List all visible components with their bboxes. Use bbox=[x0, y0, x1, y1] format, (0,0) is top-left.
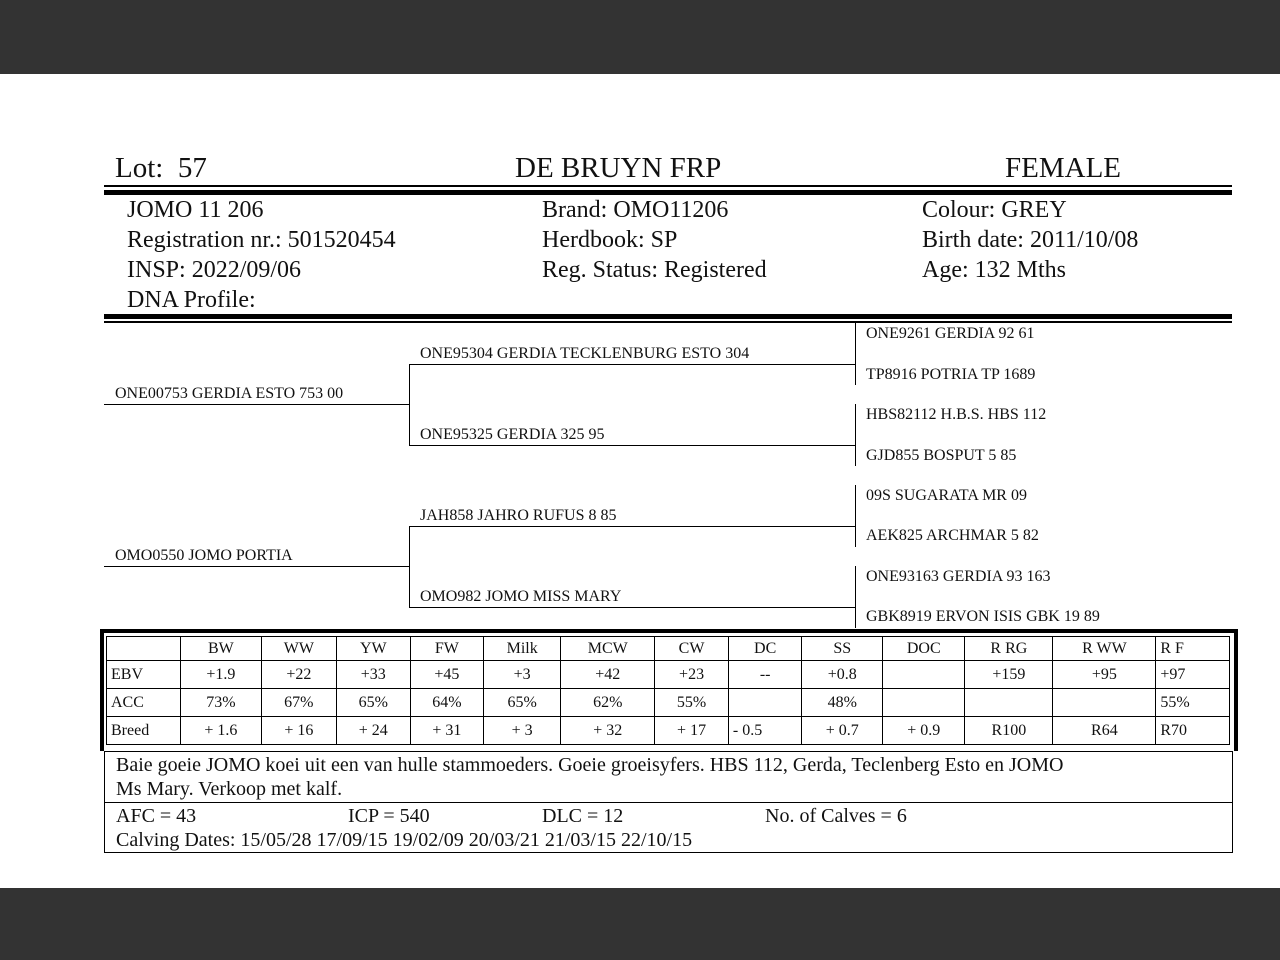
pedigree-sire-dam: ONE95325 GERDIA 325 95 bbox=[420, 426, 605, 443]
calving-box bbox=[104, 802, 1233, 853]
registration-status: Reg. Status: Registered bbox=[542, 257, 767, 283]
ebv-cell: +23 bbox=[655, 661, 729, 689]
acc-cell: 55% bbox=[655, 689, 729, 717]
sire-sire-line bbox=[409, 364, 855, 365]
remarks-line-2: Ms Mary. Verkoop met kalf. bbox=[116, 778, 343, 800]
breed-row bbox=[107, 717, 1230, 745]
acc-cell: 48% bbox=[802, 689, 883, 717]
acc-cell bbox=[1053, 689, 1156, 717]
dna-profile: DNA Profile: bbox=[127, 287, 256, 313]
ebv-cell: +3 bbox=[484, 661, 561, 689]
ebv-cell: +22 bbox=[261, 661, 336, 689]
ebv-table bbox=[106, 636, 1230, 745]
inspection-date: INSP: 2022/09/06 bbox=[127, 257, 302, 283]
dam-bracket bbox=[409, 526, 410, 607]
afc-value: AFC = 43 bbox=[116, 805, 197, 827]
ebv-cell: +45 bbox=[410, 661, 484, 689]
colour: Colour: GREY bbox=[922, 197, 1067, 223]
info-rule-thick bbox=[104, 314, 1232, 319]
header-rule-thick bbox=[104, 190, 1232, 195]
ebv-header-cell: R WW bbox=[1053, 637, 1156, 661]
number-of-calves: No. of Calves = 6 bbox=[765, 805, 907, 827]
ebv-cell: +33 bbox=[336, 661, 410, 689]
acc-cell bbox=[728, 689, 802, 717]
breed-cell: R70 bbox=[1156, 717, 1230, 745]
bottom-letterbox-bar bbox=[0, 888, 1280, 960]
dam-line bbox=[104, 566, 409, 567]
header-rule-thin bbox=[104, 185, 1232, 187]
age: Age: 132 Mths bbox=[922, 257, 1066, 283]
ggp-bracket-2 bbox=[855, 404, 856, 466]
ebv-cell: -- bbox=[728, 661, 802, 689]
ebv-header-row bbox=[107, 637, 1230, 661]
ggp-bracket-1 bbox=[855, 323, 856, 385]
pedigree-ggp-4: GJD855 BOSPUT 5 85 bbox=[866, 447, 1017, 464]
breed-cell: + 16 bbox=[261, 717, 336, 745]
dam-dam-line bbox=[409, 607, 855, 608]
breed-cell: + 0.7 bbox=[802, 717, 883, 745]
pedigree-ggp-5: 09S SUGARATA MR 09 bbox=[866, 487, 1027, 504]
lot-number: 57 bbox=[177, 152, 207, 184]
ebv-header-cell: YW bbox=[336, 637, 410, 661]
remarks-box bbox=[104, 751, 1233, 803]
breed-cell: + 24 bbox=[336, 717, 410, 745]
ebv-cell: +1.9 bbox=[181, 661, 262, 689]
calving-dates: Calving Dates: 15/05/28 17/09/15 19/02/09 20/03/21 21/03/15 22/10/15 bbox=[116, 829, 693, 851]
acc-cell: 62% bbox=[561, 689, 655, 717]
breed-cell: + 17 bbox=[655, 717, 729, 745]
acc-row bbox=[107, 689, 1230, 717]
sire-line bbox=[104, 404, 409, 405]
ggp-bracket-4 bbox=[855, 566, 856, 628]
acc-cell: 65% bbox=[484, 689, 561, 717]
pedigree-dam-dam: OMO982 JOMO MISS MARY bbox=[420, 588, 622, 605]
breed-row-label: Breed bbox=[107, 717, 181, 745]
ggp-bracket-3 bbox=[855, 485, 856, 547]
ebv-header-cell: SS bbox=[802, 637, 883, 661]
ebv-row-label: EBV bbox=[107, 661, 181, 689]
ebv-header-cell: DOC bbox=[883, 637, 965, 661]
pedigree-dam-sire: JAH858 JAHRO RUFUS 8 85 bbox=[420, 507, 617, 524]
breed-cell: R100 bbox=[965, 717, 1053, 745]
lot-label: Lot: 57 bbox=[115, 152, 207, 184]
dam-sire-line bbox=[409, 526, 855, 527]
ebv-header-cell: R F bbox=[1156, 637, 1230, 661]
breeder-name: DE BRUYN FRP bbox=[515, 152, 722, 184]
acc-cell: 64% bbox=[410, 689, 484, 717]
ebv-header-cell: DC bbox=[728, 637, 802, 661]
remarks-line-1: Baie goeie JOMO koei uit een van hulle stammoeders. Goeie groeisyfers. HBS 112, Gerda, Teclenberg Esto en JOMO bbox=[116, 754, 1064, 776]
ebv-header-cell: FW bbox=[410, 637, 484, 661]
ebv-header-cell: CW bbox=[655, 637, 729, 661]
pedigree-sire: ONE00753 GERDIA ESTO 753 00 bbox=[115, 385, 344, 402]
sire-dam-line bbox=[409, 445, 855, 446]
acc-cell bbox=[965, 689, 1053, 717]
sex-label: FEMALE bbox=[1005, 152, 1121, 184]
acc-row-label: ACC bbox=[107, 689, 181, 717]
ebv-cell: +159 bbox=[965, 661, 1053, 689]
ebv-cell: +97 bbox=[1156, 661, 1230, 689]
breed-cell: + 31 bbox=[410, 717, 484, 745]
pedigree-sire-sire: ONE95304 GERDIA TECKLENBURG ESTO 304 bbox=[420, 345, 750, 362]
sire-bracket bbox=[409, 364, 410, 445]
registration-number: Registration nr.: 501520454 bbox=[127, 227, 396, 253]
pedigree-dam: OMO0550 JOMO PORTIA bbox=[115, 547, 293, 564]
ebv-cell: +42 bbox=[561, 661, 655, 689]
herdbook: Herdbook: SP bbox=[542, 227, 678, 253]
ebv-cell bbox=[883, 661, 965, 689]
dlc-value: DLC = 12 bbox=[542, 805, 624, 827]
breed-cell: R64 bbox=[1053, 717, 1156, 745]
icp-value: ICP = 540 bbox=[348, 805, 430, 827]
top-letterbox-bar bbox=[0, 0, 1280, 74]
pedigree-ggp-6: AEK825 ARCHMAR 5 82 bbox=[866, 527, 1039, 544]
acc-cell: 65% bbox=[336, 689, 410, 717]
acc-cell: 67% bbox=[261, 689, 336, 717]
acc-cell: 73% bbox=[181, 689, 262, 717]
ebv-header-cell bbox=[107, 637, 181, 661]
breed-cell: - 0.5 bbox=[728, 717, 802, 745]
pedigree-ggp-3: HBS82112 H.B.S. HBS 112 bbox=[866, 406, 1047, 423]
birth-date: Birth date: 2011/10/08 bbox=[922, 227, 1139, 253]
ebv-header-cell: MCW bbox=[561, 637, 655, 661]
acc-cell: 55% bbox=[1156, 689, 1230, 717]
pedigree-ggp-7: ONE93163 GERDIA 93 163 bbox=[866, 568, 1051, 585]
info-rule-thin bbox=[104, 321, 1232, 323]
ebv-row bbox=[107, 661, 1230, 689]
ebv-cell: +0.8 bbox=[802, 661, 883, 689]
pedigree-ggp-8: GBK8919 ERVON ISIS GBK 19 89 bbox=[866, 608, 1100, 625]
brand: Brand: OMO11206 bbox=[542, 197, 729, 223]
ebv-header-cell: BW bbox=[181, 637, 262, 661]
breed-cell: + 0.9 bbox=[883, 717, 965, 745]
breed-cell: + 1.6 bbox=[181, 717, 262, 745]
ebv-header-cell: WW bbox=[261, 637, 336, 661]
pedigree-ggp-1: ONE9261 GERDIA 92 61 bbox=[866, 325, 1035, 342]
breed-cell: + 32 bbox=[561, 717, 655, 745]
breed-cell: + 3 bbox=[484, 717, 561, 745]
acc-cell bbox=[883, 689, 965, 717]
ebv-cell: +95 bbox=[1053, 661, 1156, 689]
ebv-header-cell: R RG bbox=[965, 637, 1053, 661]
ebv-header-cell: Milk bbox=[484, 637, 561, 661]
animal-name: JOMO 11 206 bbox=[127, 197, 264, 223]
pedigree-ggp-2: TP8916 POTRIA TP 1689 bbox=[866, 366, 1036, 383]
